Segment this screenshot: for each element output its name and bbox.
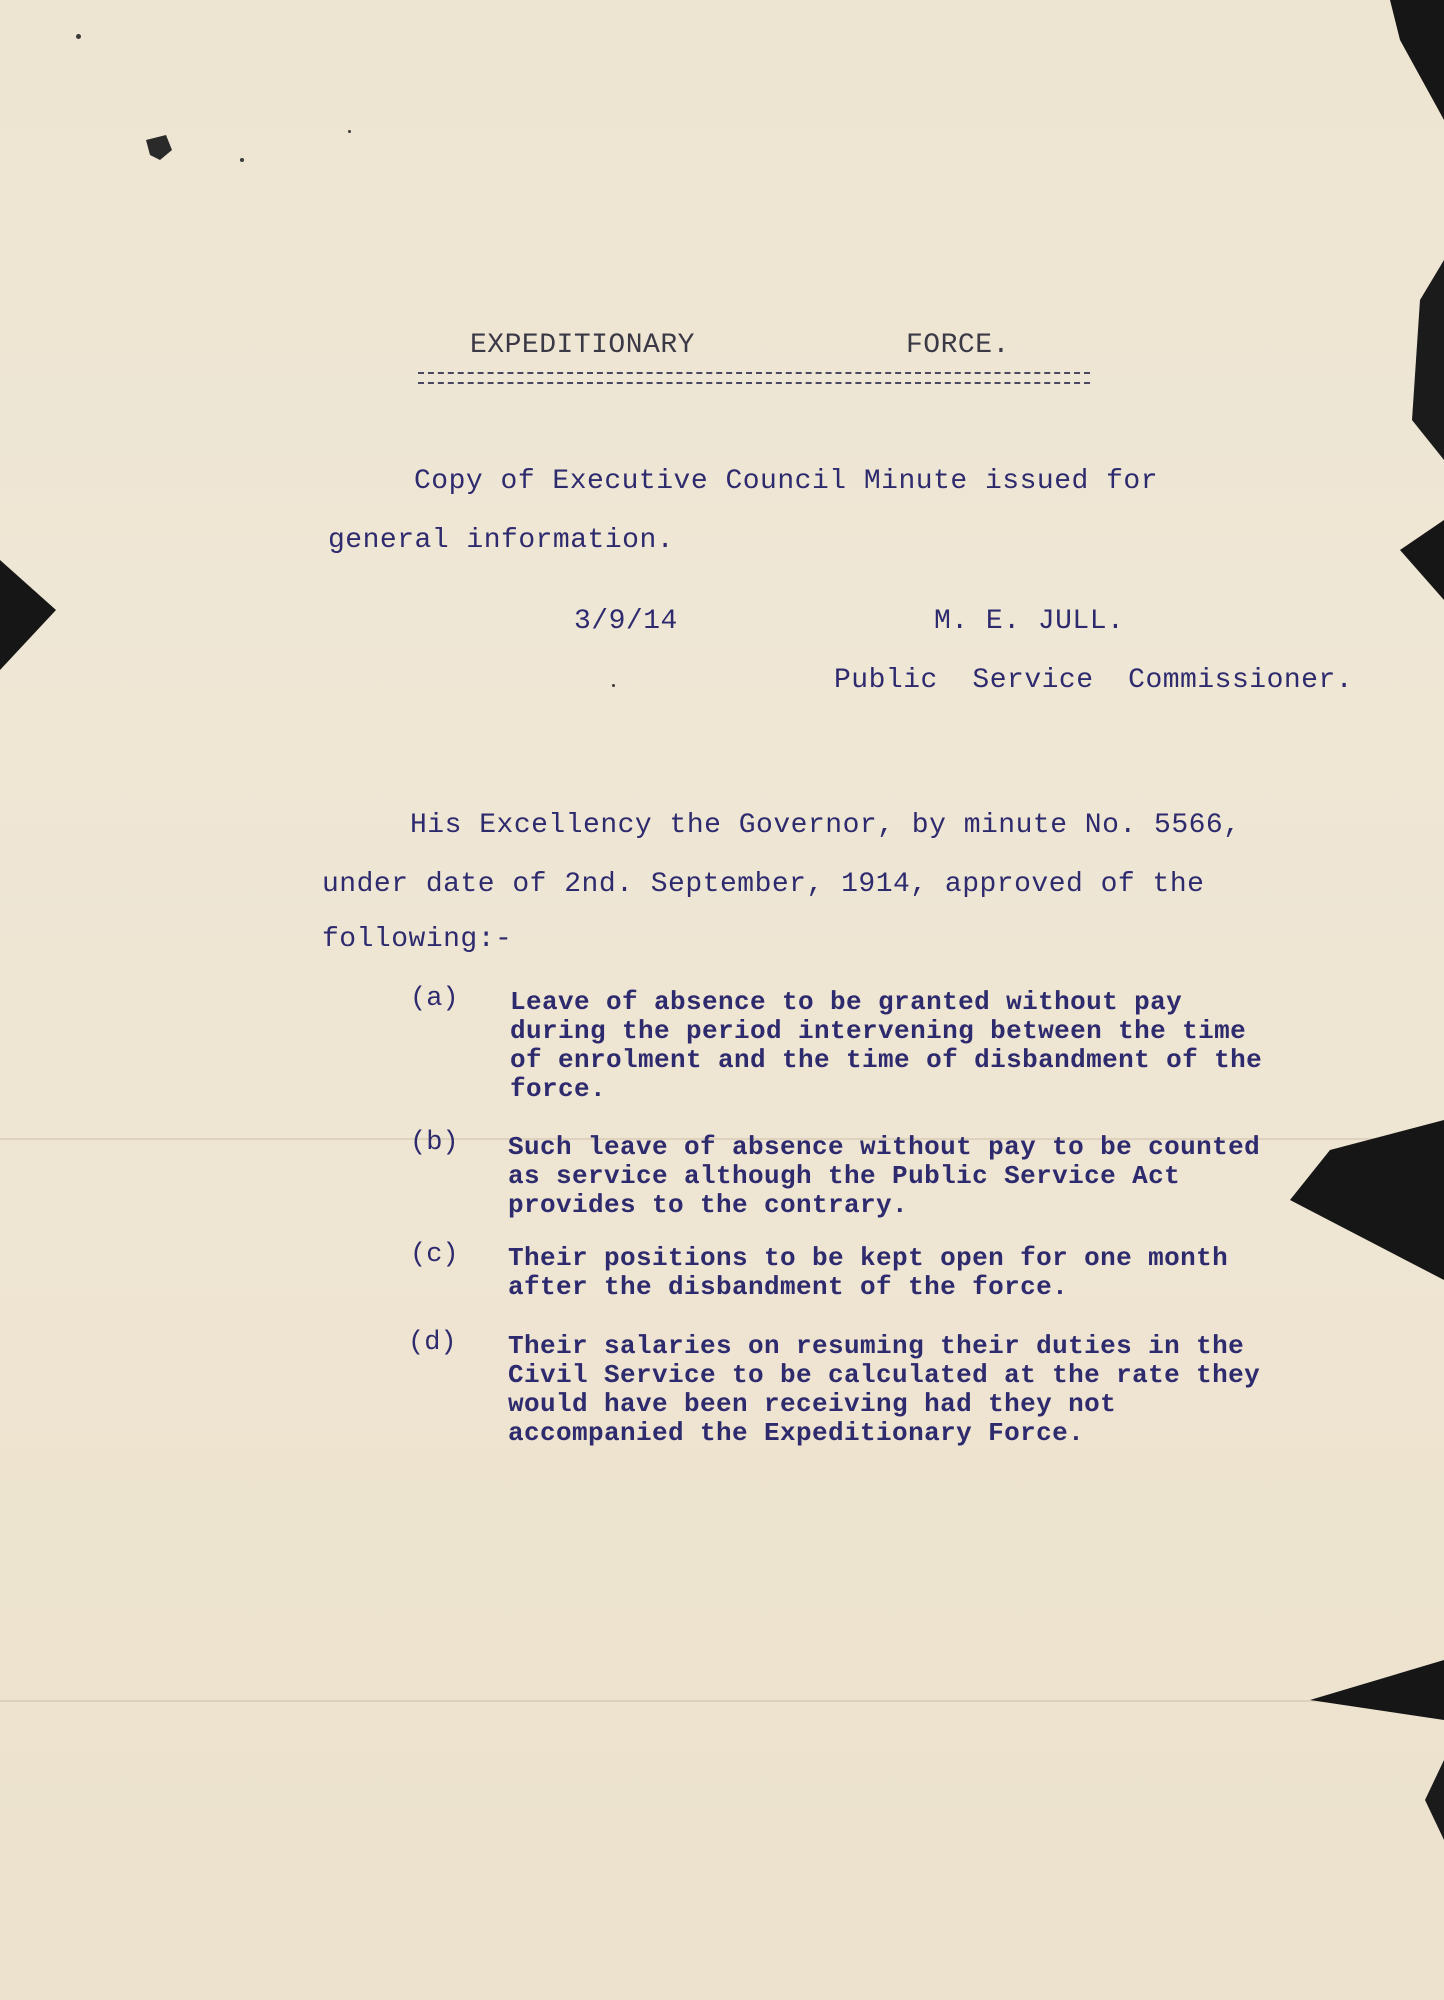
item-label-a: (a) — [410, 984, 459, 1014]
paper-speck — [76, 34, 81, 39]
item-label-d: (d) — [408, 1328, 457, 1358]
title-underline — [418, 372, 1090, 384]
paper-speck — [348, 130, 351, 133]
document-title-left: EXPEDITIONARY — [470, 330, 695, 361]
item-text-d: Their salaries on resuming their duties in the Civil Service to be calculated at the rate they would have been receiving had they not accompanied the Expeditionary Force. — [508, 1331, 1261, 1448]
item-label-b: (b) — [410, 1128, 459, 1158]
item-text-b: Such leave of absence without pay to be counted as service although the Public Service Act provides to the contrary. — [508, 1132, 1261, 1220]
body-line-2: under date of 2nd. September, 1914, approved of the — [322, 869, 1205, 900]
signatory-title: Public Service Commissioner. — [834, 665, 1354, 696]
signatory-name: M. E. JULL. — [934, 606, 1125, 637]
document-title-right: FORCE. — [906, 330, 1010, 361]
paper-speck — [612, 684, 615, 687]
item-text-c: Their positions to be kept open for one month after the disbandment of the force. — [508, 1243, 1229, 1302]
item-label-c: (c) — [410, 1240, 459, 1270]
document-date: 3/9/14 — [574, 606, 678, 637]
body-line-3: following:- — [322, 924, 513, 955]
intro-line-2: general information. — [328, 525, 675, 556]
intro-line-1: Copy of Executive Council Minute issued for — [414, 466, 1159, 497]
paper-speck — [240, 158, 244, 162]
item-text-a: Leave of absence to be granted without pay during the period intervening between the time of enrolment and the time of disbandment of the force. — [510, 987, 1263, 1104]
body-line-1: His Excellency the Governor, by minute No. 5566, — [410, 810, 1241, 841]
